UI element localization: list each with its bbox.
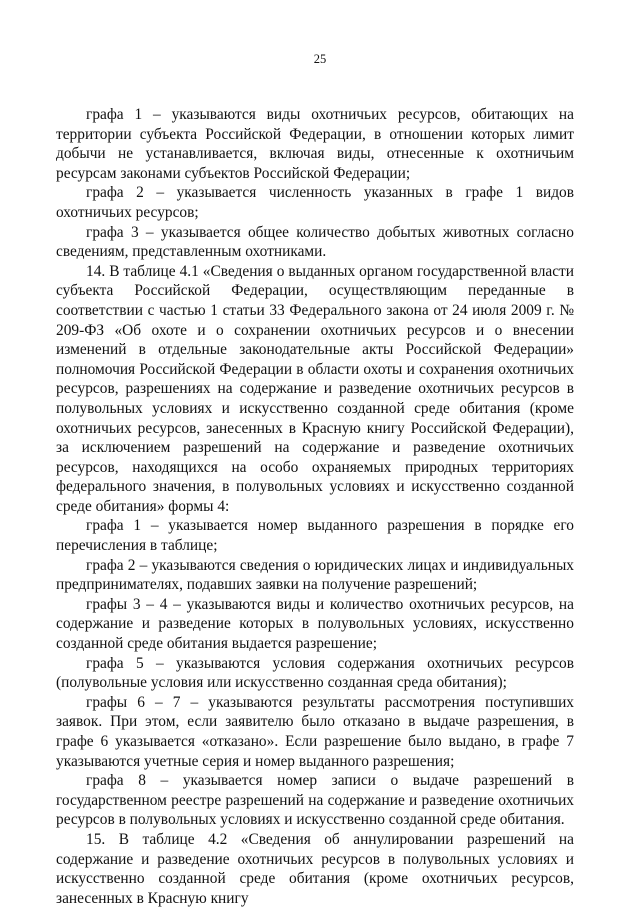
paragraph-graph-5-conditions: графа 5 – указываются условия содержания охотничьих ресурсов (полувольные условия или искусственно созданная среда обитания); xyxy=(56,654,574,692)
paragraph-graph-2-applicants: графа 2 – указываются сведения о юридических лицах и индивидуальных предпринимателях, подавших заявки на получение разрешений; xyxy=(56,556,574,594)
paragraph-graph-1-species: графа 1 – указываются виды охотничьих ресурсов, обитающих на территории субъекта Российской Федерации, в отношении которых лимит добычи не устанавливается, включая виды, отнесенные к охотничьим ресурсам законами субъектов Российской Федерации; xyxy=(56,106,574,182)
paragraph-graph-2-population: графа 2 – указывается численность указанных в графе 1 видов охотничьих ресурсов; xyxy=(56,184,574,221)
paragraph-graph-3-harvest: графа 3 – указывается общее количество добытых животных согласно сведениям, представленным охотниками. xyxy=(56,223,574,261)
page-number: 25 xyxy=(313,52,327,66)
paragraph-graph-1-permit-number: графа 1 – указывается номер выданного разрешения в порядке его перечисления в таблице; xyxy=(56,517,574,555)
document-body xyxy=(56,105,574,908)
paragraph-section-15: 15. В таблице 4.2 «Сведения об аннулировании разрешений на содержание и разведение охотничьих ресурсов в полувольных условиях и искусственно созданной среде обитания (кроме охотничьих ресурсов, занесенных в Красную книгу xyxy=(56,830,574,907)
paragraph-graphs-3-4-species: графы 3 – 4 – указываются виды и количество охотничьих ресурсов, на содержание и разведение которых в полувольных условиях, искусственно созданной среде обитания выдается разрешение; xyxy=(56,595,574,653)
paragraph-graphs-6-7-results: графы 6 – 7 – указываются результаты рассмотрения поступивших заявок. При этом, если заявителю было отказано в выдаче разрешения, в графе 6 указывается «отказано». Если разрешение было выдано, в графе 7 указываются учетные серия и номер выданного разрешения; xyxy=(56,693,574,770)
paragraph-graph-8-registry: графа 8 – указывается номер записи о выдаче разрешений в государственном реестре разрешений на содержание и разведение охотничьих ресурсов в полувольных условиях и искусственно созданной среде обитания. xyxy=(56,772,574,829)
paragraph-section-14: 14. В таблице 4.1 «Сведения о выданных органом государственной власти субъекта Российской Федерации, осуществляющим переданные в соответствии с частью 1 статьи 33 Федерального закона от 24 июля 2009 г. № 209-ФЗ «Об охоте и о сохранении охотничьих ресурсов и о внесении изменений в отдельные законодательные акты Российской Федерации» полномочия Российской Федерации в области охоты и сохранения охотничьих ресурсов, разрешениях на содержание и разведение охотничьих ресурсов в полувольных условиях и искусственно созданной среде обитания (кроме охотничьих ресурсов, занесенных в Красную книгу Российской Федерации), за исключением разрешений на содержание и разведение охотничьих ресурсов, находящихся на особо охраняемых природных территориях федерального значения, в полувольных условиях и искусственно созданной среде обитания» формы 4: xyxy=(56,262,574,515)
